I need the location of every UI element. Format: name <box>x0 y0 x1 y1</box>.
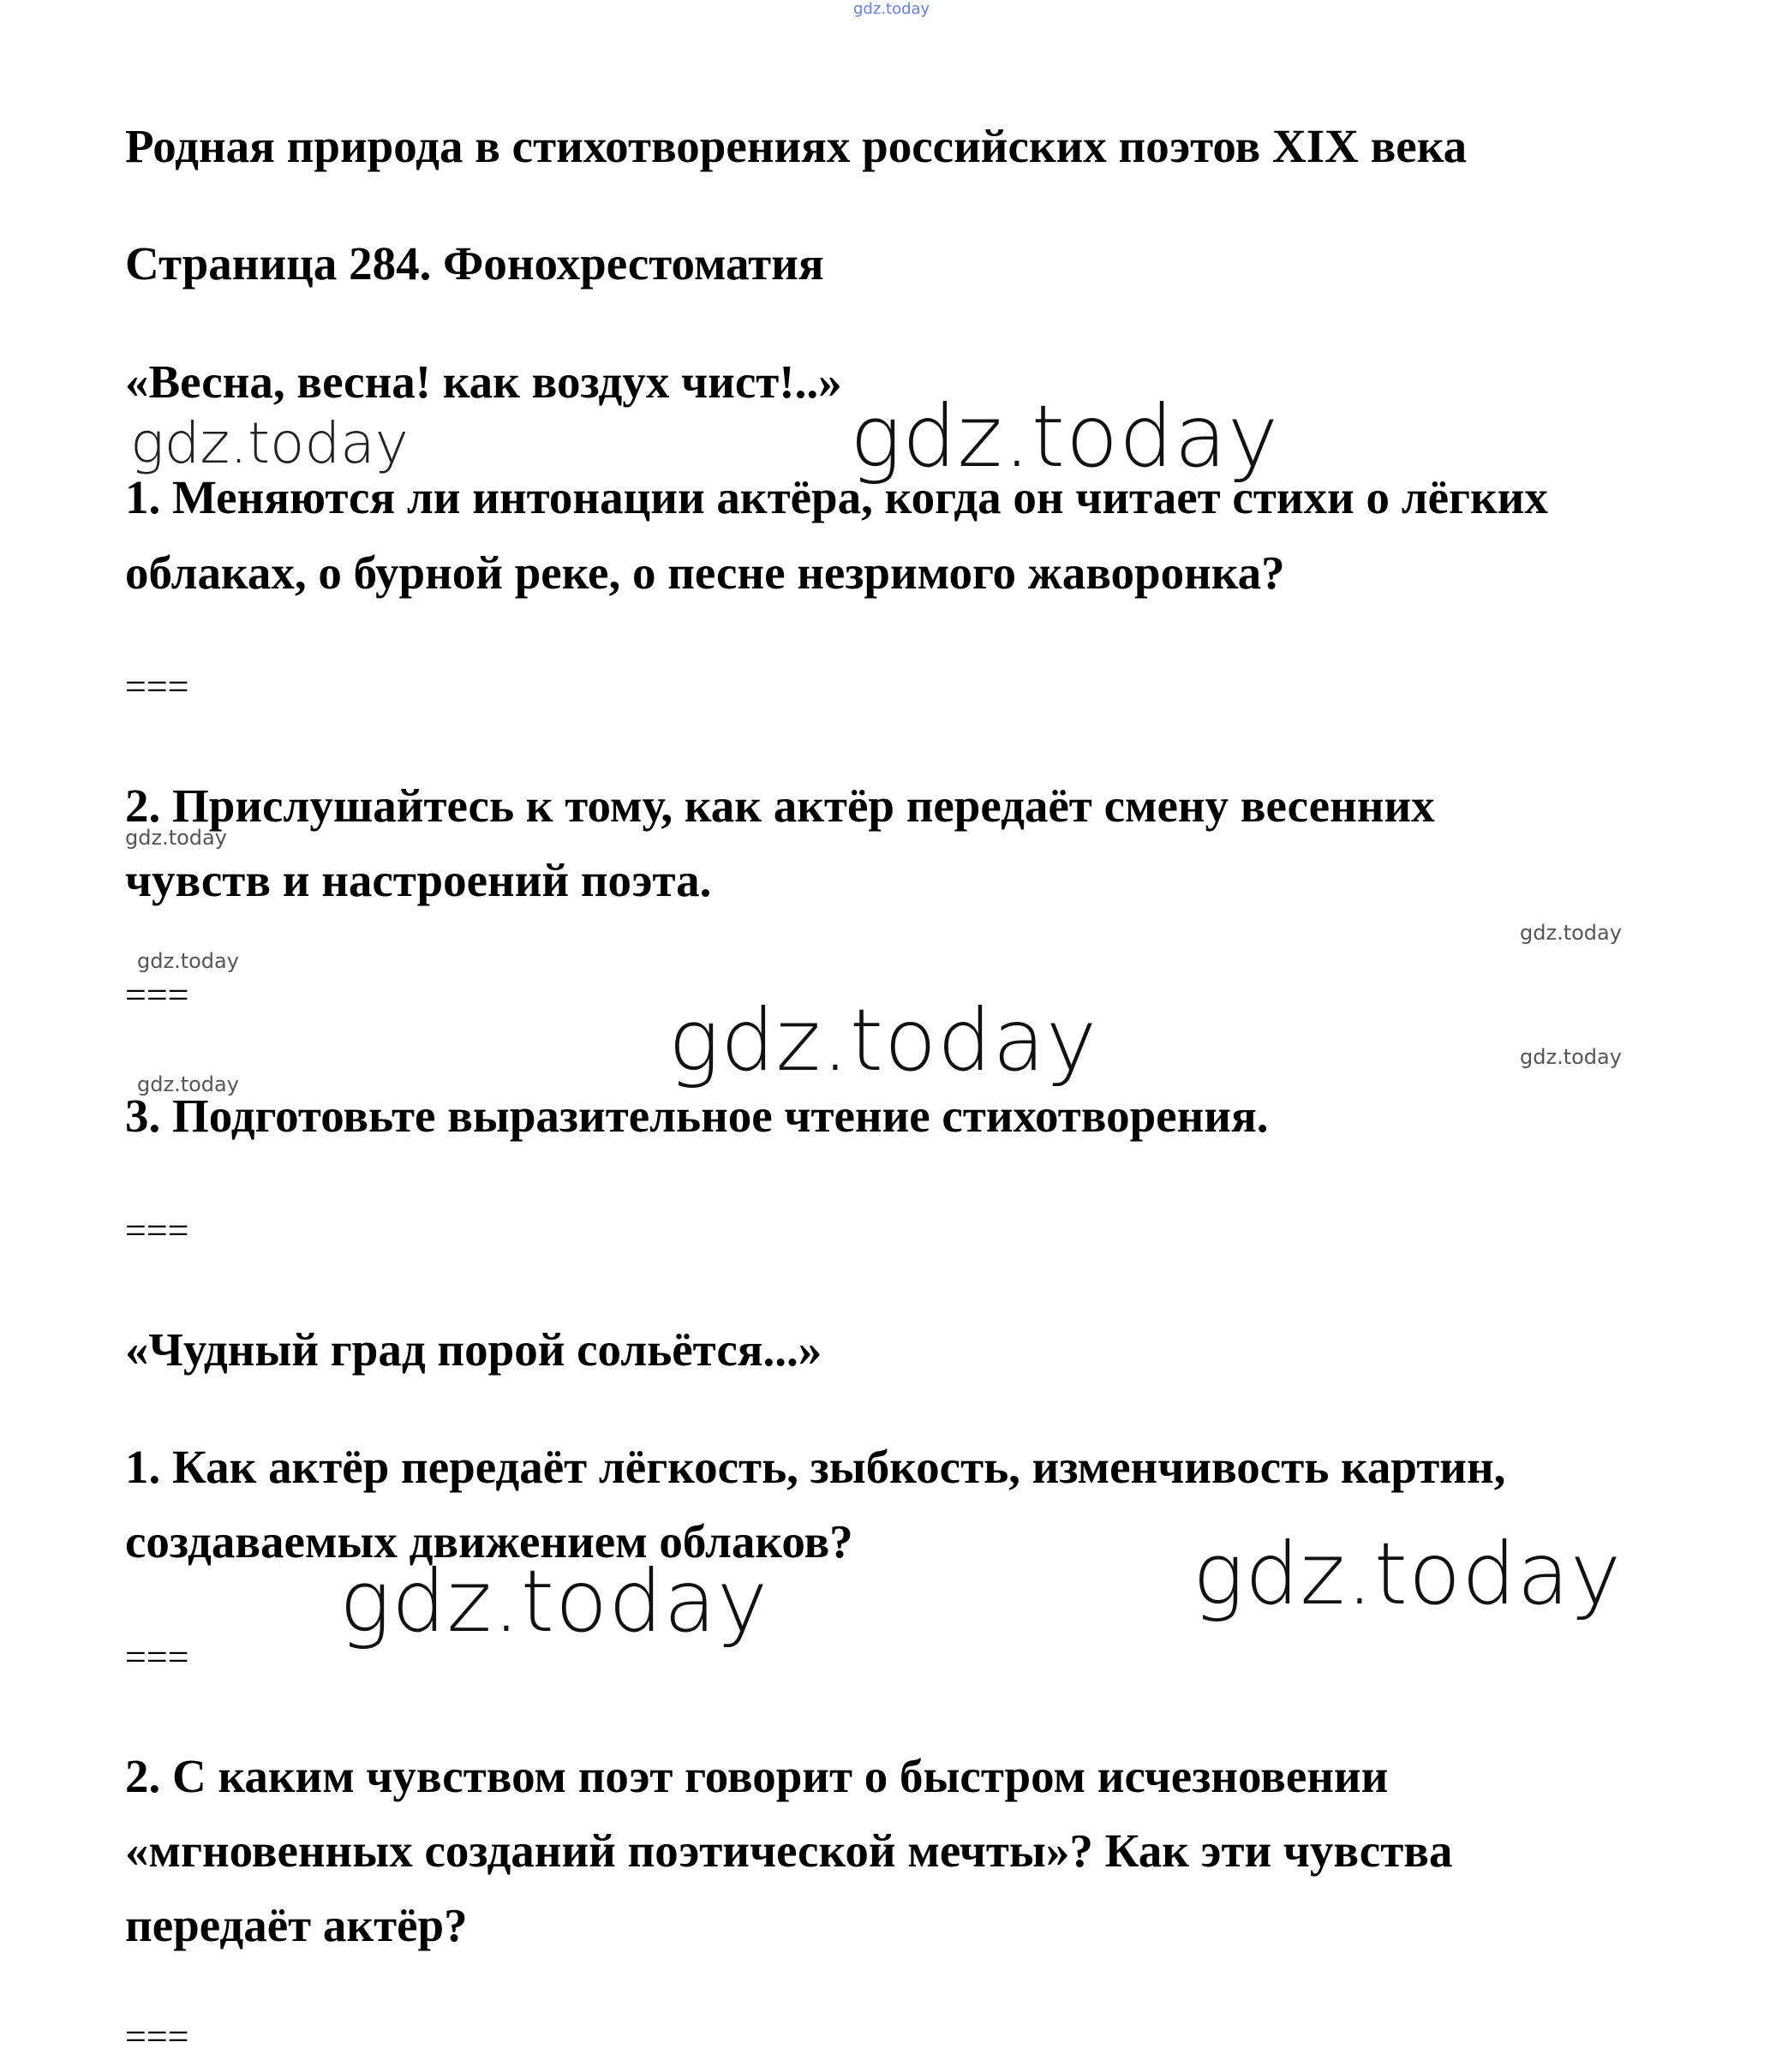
watermark-small: gdz.today <box>137 949 239 973</box>
watermark-mid-left: gdz.today <box>130 410 409 476</box>
poem1-question2-line1: 2. Прислушайтесь к тому, как актёр передаёт смену весенних <box>125 779 1435 832</box>
poem1-question1-line2: облаках, о бурной реке, о песне незримого жаворонка? <box>125 546 1285 599</box>
poem2-question1-line1: 1. Как актёр передаёт лёгкость, зыбкость, изменчивость картин, <box>125 1441 1506 1493</box>
watermark-large-4: gdz.today <box>339 1551 769 1651</box>
poem1-question3-line1: 3. Подготовьте выразительное чтение стихотворения. <box>125 1090 1269 1142</box>
watermark-large-2: gdz.today <box>668 990 1098 1090</box>
poem2-title: «Чудный град порой сольётся...» <box>125 1323 822 1376</box>
poem1-title: «Весна, весна! как воздух чист!..» <box>125 355 842 408</box>
watermark-small: gdz.today <box>1520 1045 1622 1069</box>
separator: === <box>125 1636 189 1678</box>
watermark-small: gdz.today <box>137 1072 239 1096</box>
watermark-large-1: gdz.today <box>850 386 1280 487</box>
separator: === <box>125 2015 189 2057</box>
separator: === <box>125 666 189 708</box>
page-subtitle: Страница 284. Фонохрестоматия <box>125 237 824 290</box>
poem1-question1-line1: 1. Меняются ли интонации актёра, когда он читает стихи о лёгких <box>125 471 1548 523</box>
page-title: Родная природа в стихотворениях российских поэтов XIX века <box>125 120 1468 172</box>
separator: === <box>125 1209 189 1251</box>
poem2-question2-line1: 2. С каким чувством поэт говорит о быстром исчезновении <box>125 1750 1389 1802</box>
watermark-large-3: gdz.today <box>1193 1524 1623 1624</box>
watermark-top: gdz.today <box>853 0 930 18</box>
separator: === <box>125 974 189 1016</box>
poem2-question2-line3: передаёт актёр? <box>125 1899 468 1951</box>
watermark-small: gdz.today <box>125 826 227 850</box>
poem2-question1-line2: создаваемых движением облаков? <box>125 1515 853 1567</box>
poem2-question2-line2: «мгновенных созданий поэтической мечты»? Как эти чувства <box>125 1824 1453 1877</box>
poem1-question2-line2: чувств и настроений поэта. <box>125 854 712 906</box>
watermark-small: gdz.today <box>1520 921 1622 945</box>
